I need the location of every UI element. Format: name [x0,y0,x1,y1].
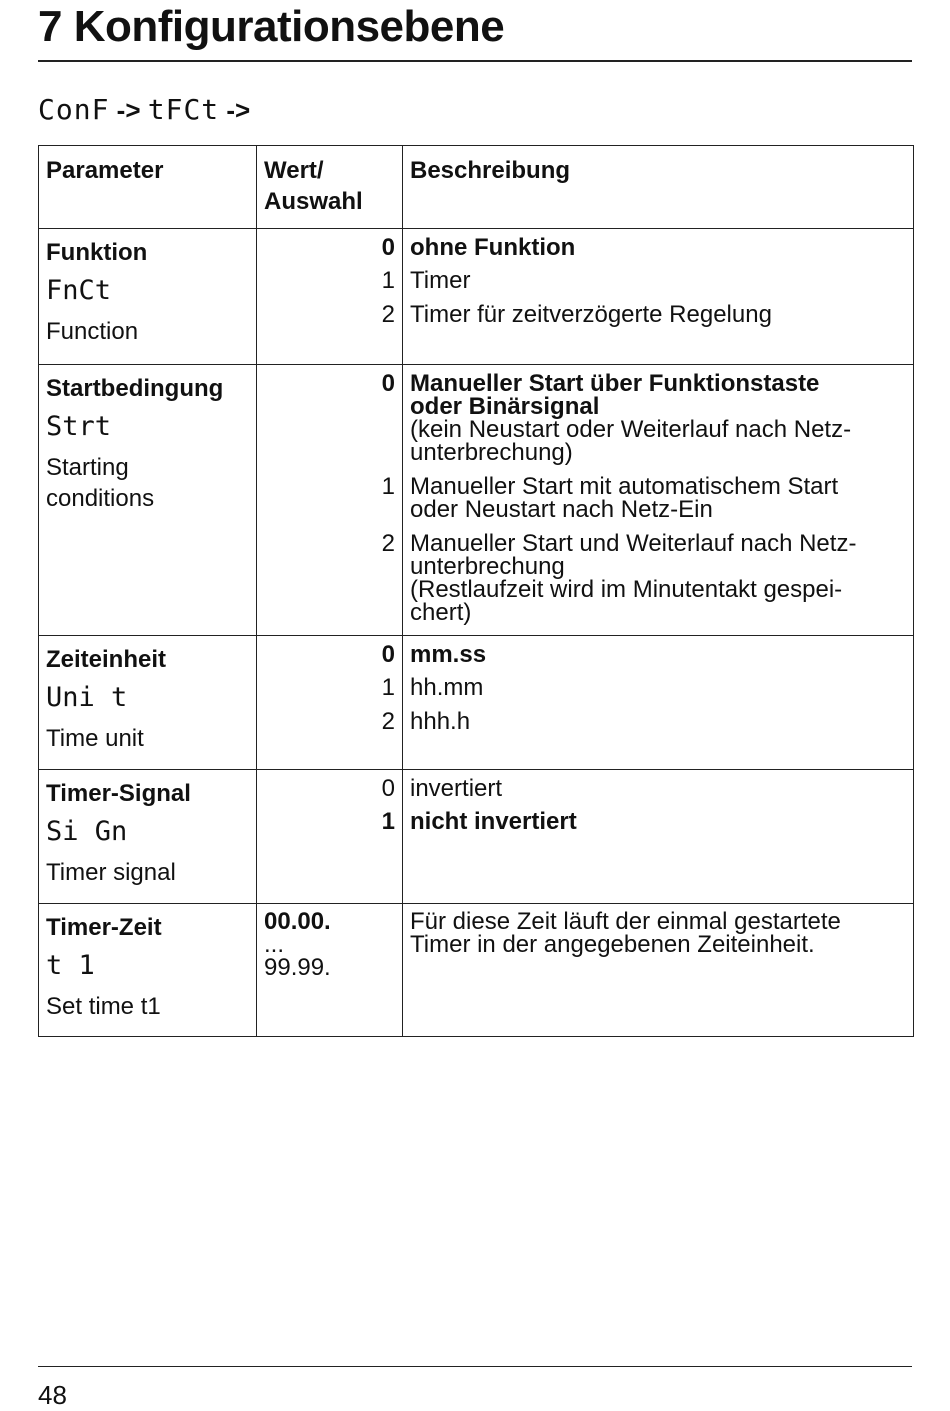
description-cell [403,636,914,770]
param-cell [39,636,257,770]
value-cell [257,365,403,636]
option-value: 1 [381,473,395,500]
option-value: 0 [381,775,395,802]
param-english: Set time t1 [46,993,161,1020]
description-cell [403,229,914,365]
param-cell [39,365,257,636]
menu-path [38,92,250,128]
option-description: invertiert [410,775,503,802]
value-cell [257,636,403,770]
param-cell [39,770,257,904]
param-name: Timer-Signal [46,780,191,807]
table-row [39,229,914,365]
option-description: Timer für zeitverzögerte Regelung [410,301,772,328]
option-description: mm.ss [410,641,487,668]
param-display-code: FnCt [46,275,112,306]
option-description: Manueller Start über Funktionstaste oder Binärsignal (kein Neustart oder Weiterlauf nach Netz- unterbrechung) [410,370,852,466]
option-value: 1 [381,674,395,701]
path-segment-tfct: tFCt [147,93,220,126]
option-description: Timer [410,267,471,294]
range-end: 99.99. [264,954,331,981]
table-row [39,636,914,770]
option-value: 0 [381,234,395,261]
option-description: Manueller Start mit automatischem Start oder Neustart nach Netz-Ein [410,473,839,523]
option-value: 2 [381,301,395,328]
option-description: hh.mm [410,674,484,701]
option-description: Für diese Zeit läuft der einmal gestartete Timer in der angegebenen Zeiteinheit. [410,908,841,958]
path-segment-conf: ConF [38,93,110,126]
param-english: Starting conditions [46,454,155,512]
param-english: Timer signal [46,859,176,886]
path-arrow: -> [109,95,148,125]
option-value: 2 [381,708,395,735]
table-row [39,365,914,636]
page-title: 7 Konfigurationsebene [38,2,505,51]
table-row [39,770,914,904]
param-display-code: Si Gn [46,816,128,847]
param-english: Time unit [46,725,144,752]
param-display-code: Strt [46,411,112,442]
option-value: 0 [381,641,395,668]
path-arrow: -> [219,95,251,125]
header-beschreibung: Beschreibung [403,146,914,229]
option-description: Manueller Start und Weiterlauf nach Netz- unterbrechung (Restlaufzeit wird im Minutentakt gespei- chert) [410,530,857,626]
param-name: Timer-Zeit [46,914,162,941]
header-wert-auswahl: Wert/ Auswahl [257,146,403,229]
option-value: 1 [381,267,395,294]
value-range-cell [257,904,403,1037]
description-cell [403,365,914,636]
range-start: 00.00. [264,908,331,935]
parameter-table [38,145,914,1037]
param-english: Function [46,318,139,345]
range-ellipsis: ... [264,931,285,958]
param-name: Funktion [46,239,148,266]
param-name: Zeiteinheit [46,646,167,673]
option-value: 0 [381,370,395,397]
table-header-row [39,146,914,229]
option-value: 2 [381,530,395,557]
title-divider [38,60,912,62]
option-value: 1 [381,808,395,835]
option-description: nicht invertiert [410,808,577,835]
param-display-code: Uni t [46,682,128,713]
footer-divider [38,1366,912,1367]
value-cell [257,770,403,904]
param-display-code: t 1 [46,950,95,981]
header-parameter: Parameter [39,146,257,229]
option-description: ohne Funktion [410,234,576,261]
param-cell [39,229,257,365]
param-cell [39,904,257,1037]
description-cell [403,770,914,904]
param-name: Startbedingung [46,375,224,402]
description-cell [403,904,914,1037]
option-description: hhh.h [410,708,471,735]
page-number: 48 [38,1380,67,1410]
table-row [39,904,914,1037]
value-cell [257,229,403,365]
